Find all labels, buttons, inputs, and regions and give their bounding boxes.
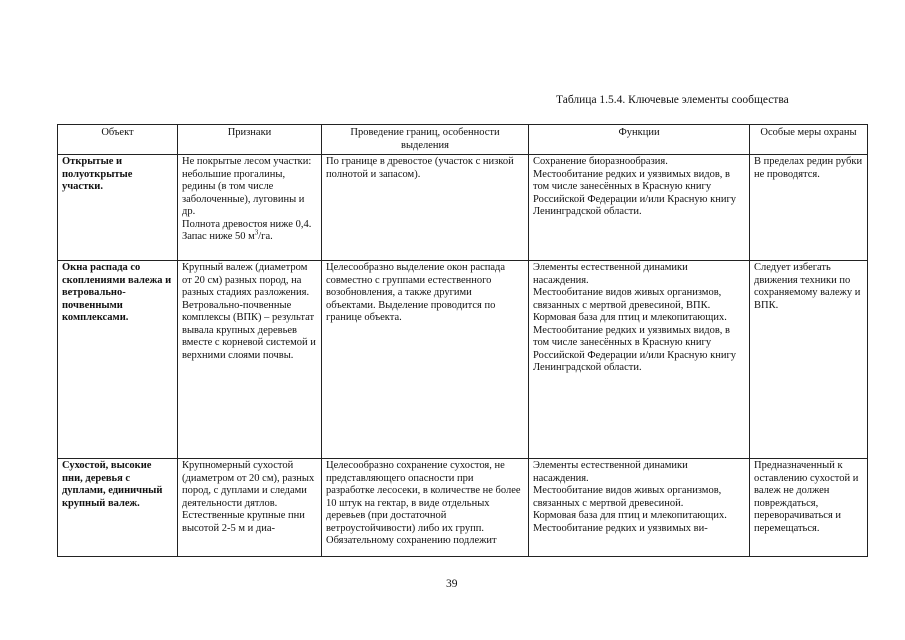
header-signs: Признаки (178, 125, 322, 155)
functions-cell (529, 261, 750, 459)
functions-text: Местообитание видов живых организмов, связанных с мертвой древесиной. (533, 485, 722, 509)
signs-text: Запас ниже 50 м (182, 231, 255, 242)
borders-cell (322, 261, 529, 459)
borders-text: Целесообразно сохранение сухостоя, не представляющего опасности при разработке лесосеки, в количестве не более 10 штук на гектар, в виде отдельных деревьев (при достаточной ветроустойчивости) либо их групп. Обязательному сохранению подлежит (326, 460, 521, 546)
table-row (58, 459, 868, 557)
functions-text: Элементы естественной динамики насаждения. (533, 262, 688, 286)
header-measures: Особые меры охраны (750, 125, 868, 155)
borders-text: По границе в древостое (участок с низкой полнотой и запасом). (326, 156, 514, 180)
measures-text: Предназначенный к оставлению сухостой и валеж не должен повреждаться, переворачиваться и перемещаться. (754, 460, 859, 534)
signs-cell (178, 261, 322, 459)
measures-text: Следует избегать движения техники по сохраняемому валежу и ВПК. (754, 262, 861, 311)
header-functions: Функции (529, 125, 750, 155)
functions-text: Местообитание видов живых организмов, связанных с мертвой древесиной, ВПК. (533, 287, 722, 311)
page-number: 39 (446, 578, 458, 590)
signs-cell (178, 155, 322, 261)
signs-text: Крупномерный сухостой (диаметром от 20 см), разных пород, с дуплами и следами деятельности дятлов. (182, 460, 315, 509)
signs-text: Полнота древостоя ниже 0,4. (182, 218, 312, 230)
signs-text (182, 228, 317, 244)
measures-cell (750, 261, 868, 459)
functions-text: Местообитание редких и уязвимых ви- (533, 522, 708, 534)
signs-cell (178, 459, 322, 557)
borders-text: Целесообразно выделение окон распада совместно с группами естественного возобновления, а также другими объектами. Выделение проводится по границе объекта. (326, 262, 506, 323)
functions-text: Местообитание редких и уязвимых видов, в том числе занесённых в Красную книгу Российской Федерации и/или Красную книгу Ленинградской области. (533, 168, 737, 217)
functions-text: Кормовая база для птиц и млекопитающих. (533, 510, 727, 521)
functions-cell (529, 155, 750, 261)
borders-cell (322, 459, 529, 557)
signs-text: Естественные крупные пни высотой 2-5 м и диа- (182, 510, 305, 534)
measures-cell (750, 155, 868, 261)
object-cell: Открытые и полуоткрытые участки. (58, 155, 178, 261)
borders-cell (322, 155, 529, 261)
object-cell: Окна распада со скоплениями валежа и ветровально-почвенными комплексами. (58, 261, 178, 459)
functions-cell (529, 459, 750, 557)
signs-text: Не покрытые лесом участки: небольшие прогалины, редины (в том числе заболоченные), луговины и др. (182, 156, 312, 217)
measures-text: В пределах редин рубки не проводятся. (754, 156, 863, 180)
header-object: Объект (58, 125, 178, 155)
header-borders: Проведение границ, особенности выделения (322, 125, 529, 155)
unit-tail: /га. (258, 231, 273, 242)
unit-superscript: 3 (254, 228, 259, 237)
signs-text: Ветровально-почвенные комплексы (ВПК) – результат вывала крупных деревьев вместе с корневой системой и верхними слоями почвы. (182, 299, 316, 361)
object-cell: Сухостой, высокие пни, деревья с дуплами, единичный крупный валеж. (58, 459, 178, 557)
key-elements-table (57, 124, 868, 557)
functions-text: Сохранение биоразнообразия. (533, 156, 668, 167)
signs-text: Крупный валеж (диаметром от 20 см) разных пород, на разных стадиях разложения. (182, 262, 310, 298)
functions-text: Элементы естественной динамики насаждения. (533, 460, 688, 484)
table-caption: Таблица 1.5.4. Ключевые элементы сообщества (556, 94, 789, 106)
table-row (58, 261, 868, 459)
table-row (58, 155, 868, 261)
functions-text: Кормовая база для птиц и млекопитающих. (533, 312, 727, 323)
measures-cell (750, 459, 868, 557)
functions-text: Местообитание редких и уязвимых видов, в том числе занесённых в Красную книгу Российской Федерации и/или Красную книгу Ленинградской области. (533, 324, 737, 373)
table-header-row (58, 125, 868, 155)
